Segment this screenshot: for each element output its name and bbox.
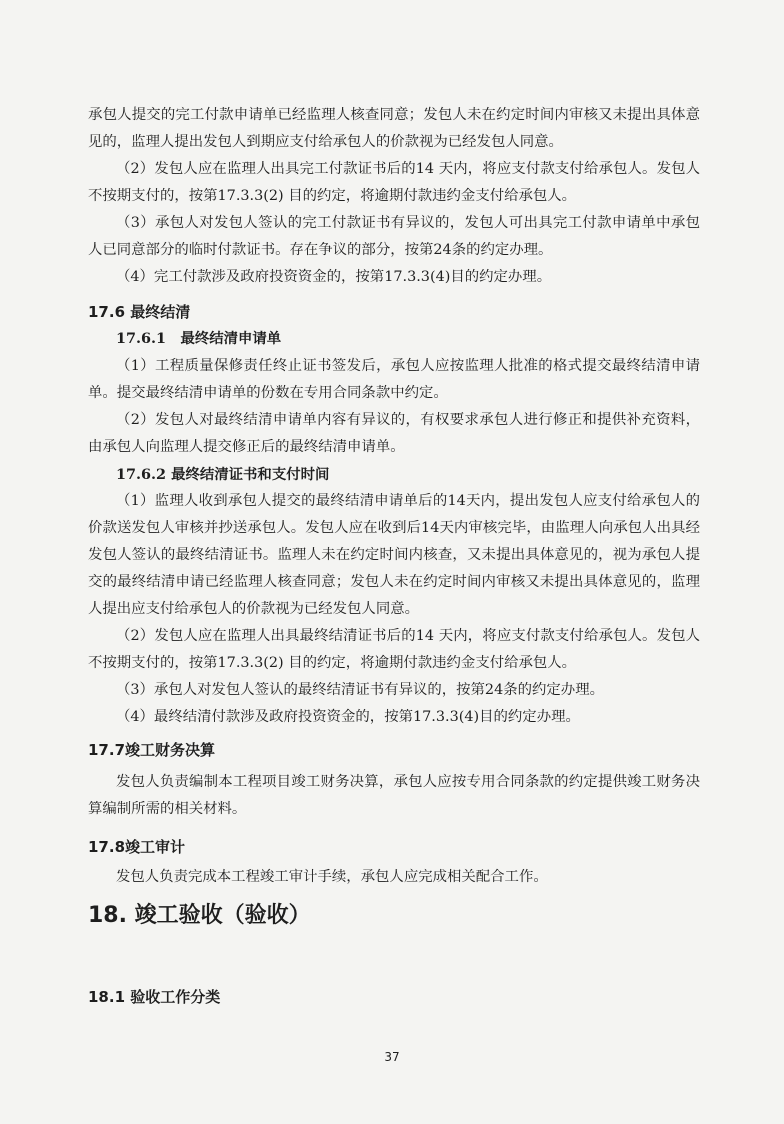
paragraph-17-8: 发包人负责完成本工程竣工审计手续，承包人应完成相关配合工作。: [116, 869, 548, 885]
section-heading-18-1: 18.1 验收工作分类: [88, 988, 221, 1006]
paragraph-17-5-3: （3）承包人对发包人签认的完工付款证书有异议的，发包人可出具完工付款申请单中承包人已同意部分的临时付款证书。存在争议的部分，按第24条的约定办理。: [88, 215, 700, 258]
section-heading-17-8: 17.8竣工审计: [88, 838, 186, 856]
chapter-heading-18: 18. 竣工验收（验收）: [88, 903, 311, 928]
section-heading-17-7: 17.7竣工财务决算: [88, 741, 216, 759]
paragraph-17-7: 发包人负责编制本工程项目竣工财务决算，承包人应按专用合同条款的约定提供竣工财务决算编制所需的相关材料。: [88, 774, 700, 817]
paragraph-17-5-2: （2）发包人应在监理人出具完工付款证书后的14 天内，将应支付款支付给承包人。发包人不按期支付的，按第17.3.3(2) 目的约定，将逾期付款违约金支付给承包人。: [88, 161, 700, 204]
paragraph-17-6-2-1: （1）监理人收到承包人提交的最终结清申请单后的14天内，提出发包人应支付给承包人的价款送发包人审核并抄送承包人。发包人应在收到后14天内审核完毕，由监理人向承包人出具经发包人签认的最终结清证书。监理人未在约定时间内核查，又未提出具体意见的，视为承包人提交的最终结清申请已经监理人核查同意；发包人未在约定时间内审核又未提出具体意见的，监理人提出应支付给承包人的价款视为已经发包人同意。: [88, 493, 700, 617]
subsection-heading-17-6-1: 17.6.1 最终结清申请单: [116, 330, 282, 347]
paragraph-17-6-1-2: （2）发包人对最终结清申请单内容有异议的，有权要求承包人进行修正和提供补充资料，由承包人向监理人提交修正后的最终结清申请单。: [88, 412, 700, 455]
paragraph-17-6-1-1: （1）工程质量保修责任终止证书签发后，承包人应按监理人批准的格式提交最终结清申请单。提交最终结清申请单的份数在专用合同条款中约定。: [88, 358, 700, 401]
page-number: 37: [384, 1050, 400, 1064]
paragraph-17-6-2-4: （4）最终结清付款涉及政府投资资金的，按第17.3.3(4)目的约定办理。: [116, 709, 580, 725]
paragraph-17-5-4: （4）完工付款涉及政府投资资金的，按第17.3.3(4)目的约定办理。: [116, 269, 552, 285]
paragraph-17-6-2-3: （3）承包人对发包人签认的最终结清证书有异议的，按第24条的约定办理。: [116, 682, 604, 698]
paragraph-continued: 承包人提交的完工付款申请单已经监理人核查同意；发包人未在约定时间内审核又未提出具体意见的，监理人提出发包人到期应支付给承包人的价款视为已经发包人同意。: [88, 107, 700, 150]
section-heading-17-6: 17.6 最终结清: [88, 303, 191, 321]
paragraph-17-6-2-2: （2）发包人应在监理人出具最终结清证书后的14 天内，将应支付款支付给承包人。发包人不按期支付的，按第17.3.3(2) 目的约定，将逾期付款违约金支付给承包人。: [88, 628, 700, 671]
subsection-heading-17-6-2: 17.6.2 最终结清证书和支付时间: [116, 466, 330, 483]
